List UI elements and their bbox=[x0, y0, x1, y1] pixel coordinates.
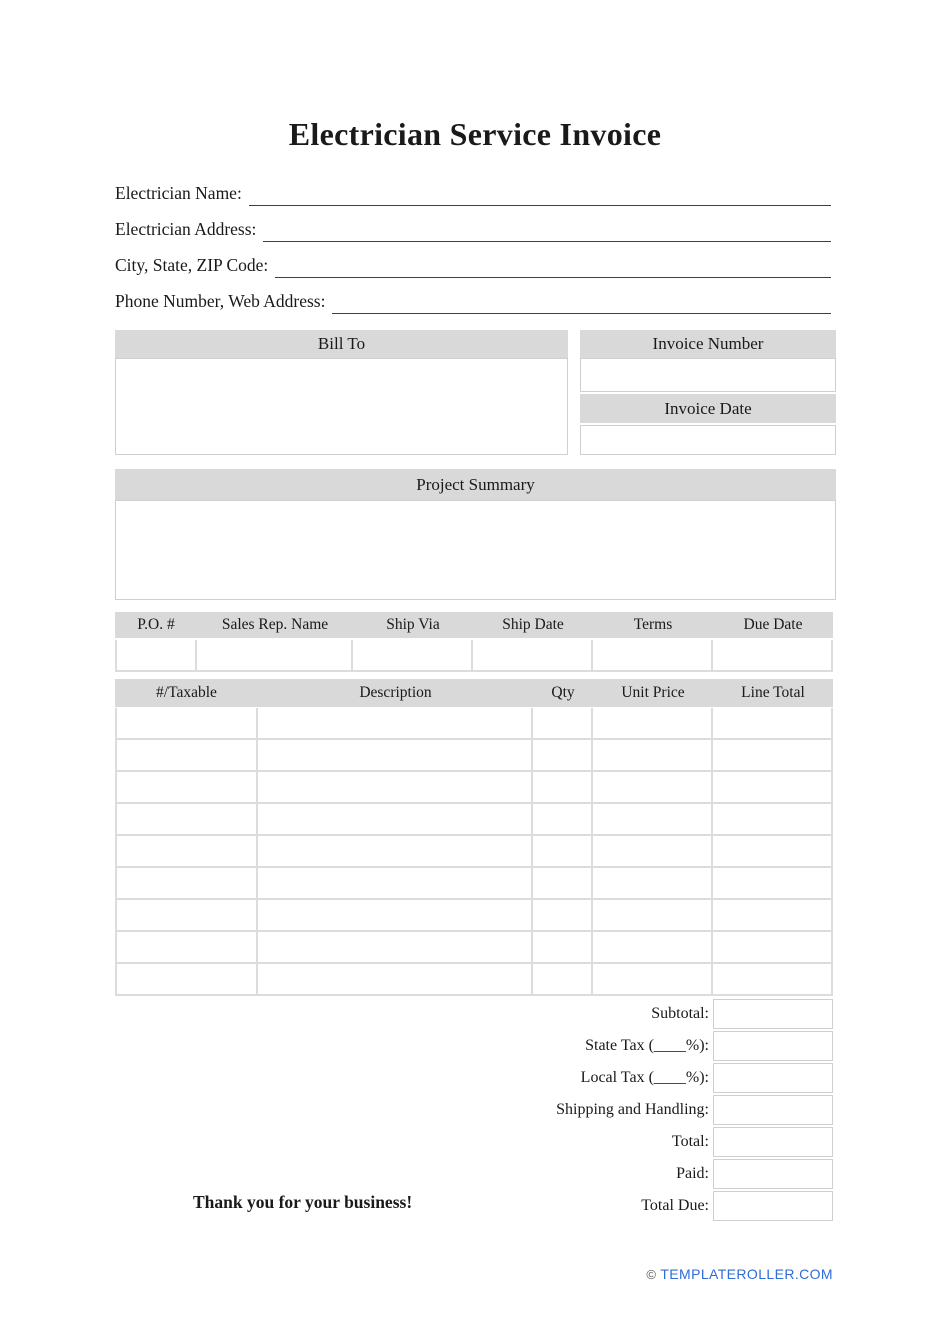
total-label: Total: bbox=[671, 1133, 709, 1150]
invoice-meta-column bbox=[580, 330, 836, 455]
po-table-body bbox=[115, 640, 833, 672]
total-row-local-tax bbox=[115, 1063, 833, 1093]
line-item-row bbox=[117, 708, 831, 740]
totals-section bbox=[115, 999, 833, 1223]
item-cell-qty[interactable] bbox=[533, 932, 593, 962]
item-cell-taxable[interactable] bbox=[117, 772, 258, 802]
line-item-row bbox=[117, 804, 831, 836]
state-tax-label: State Tax (____%): bbox=[585, 1037, 709, 1054]
state-tax-field[interactable] bbox=[713, 1031, 833, 1061]
item-cell-unit-price[interactable] bbox=[593, 772, 713, 802]
contact-fields bbox=[115, 170, 831, 314]
item-cell-taxable[interactable] bbox=[117, 804, 258, 834]
item-cell-qty[interactable] bbox=[533, 964, 593, 994]
page-title: Electrician Service Invoice bbox=[288, 116, 662, 152]
po-cell-terms[interactable] bbox=[593, 640, 713, 670]
city-state-zip-code-field-line[interactable] bbox=[275, 277, 831, 278]
total-row-state-tax bbox=[115, 1031, 833, 1061]
items-col-qty: Qty bbox=[551, 684, 575, 701]
phone-number-web-address-label: Phone Number, Web Address: bbox=[115, 291, 326, 311]
item-cell-line-total[interactable] bbox=[713, 804, 831, 834]
po-col-p-o: P.O. # bbox=[137, 616, 175, 633]
item-cell-taxable[interactable] bbox=[117, 868, 258, 898]
footer bbox=[115, 1266, 833, 1282]
line-items-body bbox=[115, 708, 833, 996]
item-cell-taxable[interactable] bbox=[117, 964, 258, 994]
po-col-terms: Terms bbox=[633, 616, 673, 633]
item-cell-unit-price[interactable] bbox=[593, 900, 713, 930]
paid-field[interactable] bbox=[713, 1159, 833, 1189]
line-items-table bbox=[115, 679, 833, 996]
po-cell-p-o[interactable] bbox=[115, 640, 197, 670]
po-col-ship-date: Ship Date bbox=[502, 616, 564, 633]
item-cell-description[interactable] bbox=[258, 932, 533, 962]
total-field[interactable] bbox=[713, 1127, 833, 1157]
item-cell-unit-price[interactable] bbox=[593, 740, 713, 770]
po-table bbox=[115, 612, 833, 672]
item-cell-taxable[interactable] bbox=[117, 708, 258, 738]
contact-row-electrician-name bbox=[115, 170, 831, 206]
item-cell-qty[interactable] bbox=[533, 804, 593, 834]
line-item-row bbox=[117, 900, 831, 932]
templateroller-link[interactable]: TEMPLATEROLLER.COM bbox=[660, 1266, 833, 1282]
item-cell-line-total[interactable] bbox=[713, 900, 831, 930]
invoice-number-header: Invoice Number bbox=[580, 330, 836, 358]
po-cell-ship-via[interactable] bbox=[353, 640, 473, 670]
project-summary-section bbox=[115, 469, 836, 600]
line-item-row bbox=[117, 964, 831, 996]
phone-number-web-address-field-line[interactable] bbox=[332, 313, 831, 314]
po-cell-ship-date[interactable] bbox=[473, 640, 593, 670]
city-state-zip-code-label: City, State, ZIP Code: bbox=[115, 255, 269, 275]
item-cell-taxable[interactable] bbox=[117, 740, 258, 770]
subtotal-field[interactable] bbox=[713, 999, 833, 1029]
subtotal-label: Subtotal: bbox=[651, 1005, 709, 1022]
contact-row-electrician-address bbox=[115, 206, 831, 242]
item-cell-line-total[interactable] bbox=[713, 708, 831, 738]
item-cell-unit-price[interactable] bbox=[593, 804, 713, 834]
po-col-due-date: Due Date bbox=[743, 616, 803, 633]
total-row-subtotal bbox=[115, 999, 833, 1029]
invoice-date-header: Invoice Date bbox=[580, 394, 836, 423]
item-cell-line-total[interactable] bbox=[713, 964, 831, 994]
item-cell-description[interactable] bbox=[258, 964, 533, 994]
invoice-date-field[interactable] bbox=[580, 425, 836, 455]
item-cell-taxable[interactable] bbox=[117, 932, 258, 962]
item-cell-description[interactable] bbox=[258, 868, 533, 898]
electrician-address-field-line[interactable] bbox=[263, 241, 831, 242]
item-cell-line-total[interactable] bbox=[713, 772, 831, 802]
total-due-field[interactable] bbox=[713, 1191, 833, 1221]
items-col-unit-price: Unit Price bbox=[621, 684, 685, 701]
items-col-taxable: #/Taxable bbox=[156, 684, 217, 701]
item-cell-line-total[interactable] bbox=[713, 932, 831, 962]
item-cell-taxable[interactable] bbox=[117, 836, 258, 866]
line-item-row bbox=[117, 836, 831, 868]
copyright-icon: © bbox=[646, 1267, 657, 1282]
item-cell-unit-price[interactable] bbox=[593, 868, 713, 898]
item-cell-description[interactable] bbox=[258, 804, 533, 834]
item-cell-qty[interactable] bbox=[533, 900, 593, 930]
po-col-ship-via: Ship Via bbox=[386, 616, 440, 633]
item-cell-description[interactable] bbox=[258, 836, 533, 866]
line-item-row bbox=[117, 932, 831, 964]
item-cell-taxable[interactable] bbox=[117, 900, 258, 930]
line-item-row bbox=[117, 740, 831, 772]
electrician-address-label: Electrician Address: bbox=[115, 219, 257, 239]
local-tax-label: Local Tax (____%): bbox=[580, 1069, 709, 1086]
item-cell-description[interactable] bbox=[258, 772, 533, 802]
shipping-and-handling-label: Shipping and Handling: bbox=[556, 1101, 709, 1118]
local-tax-field[interactable] bbox=[713, 1063, 833, 1093]
po-cell-sales-rep-name[interactable] bbox=[197, 640, 353, 670]
line-item-row bbox=[117, 868, 831, 900]
item-cell-description[interactable] bbox=[258, 900, 533, 930]
po-table-header-row bbox=[115, 612, 833, 638]
total-due-label: Total Due: bbox=[641, 1197, 709, 1214]
item-cell-line-total[interactable] bbox=[713, 868, 831, 898]
items-col-description: Description bbox=[359, 684, 432, 701]
item-cell-qty[interactable] bbox=[533, 740, 593, 770]
item-cell-qty[interactable] bbox=[533, 836, 593, 866]
item-cell-qty[interactable] bbox=[533, 868, 593, 898]
item-cell-unit-price[interactable] bbox=[593, 836, 713, 866]
bill-to-header: Bill To bbox=[115, 330, 568, 358]
thank-you-message: Thank you for your business! bbox=[193, 1192, 413, 1212]
line-items-header-row bbox=[115, 679, 833, 707]
item-cell-description[interactable] bbox=[258, 740, 533, 770]
project-summary-field[interactable] bbox=[115, 500, 836, 600]
items-col-line-total: Line Total bbox=[741, 684, 805, 701]
invoice-number-field[interactable] bbox=[580, 358, 836, 392]
item-cell-description[interactable] bbox=[258, 708, 533, 738]
electrician-name-field-line[interactable] bbox=[249, 205, 831, 206]
total-row-paid bbox=[115, 1159, 833, 1189]
po-table-row bbox=[115, 640, 833, 672]
project-summary-header: Project Summary bbox=[115, 469, 836, 500]
contact-row-phone-number-web-address bbox=[115, 278, 831, 314]
total-row-shipping-and-handling bbox=[115, 1095, 833, 1125]
billing-section bbox=[115, 330, 836, 455]
item-cell-line-total[interactable] bbox=[713, 740, 831, 770]
bill-to-column bbox=[115, 330, 568, 455]
item-cell-line-total[interactable] bbox=[713, 836, 831, 866]
item-cell-unit-price[interactable] bbox=[593, 964, 713, 994]
po-cell-due-date[interactable] bbox=[713, 640, 833, 670]
bill-to-field[interactable] bbox=[115, 358, 568, 455]
item-cell-unit-price[interactable] bbox=[593, 932, 713, 962]
paid-label: Paid: bbox=[676, 1165, 709, 1182]
po-col-sales-rep-name: Sales Rep. Name bbox=[221, 616, 329, 633]
shipping-and-handling-field[interactable] bbox=[713, 1095, 833, 1125]
contact-row-city-state-zip-code bbox=[115, 242, 831, 278]
electrician-name-label: Electrician Name: bbox=[115, 183, 242, 203]
line-item-row bbox=[117, 772, 831, 804]
total-row-total bbox=[115, 1127, 833, 1157]
item-cell-qty[interactable] bbox=[533, 708, 593, 738]
item-cell-unit-price[interactable] bbox=[593, 708, 713, 738]
item-cell-qty[interactable] bbox=[533, 772, 593, 802]
